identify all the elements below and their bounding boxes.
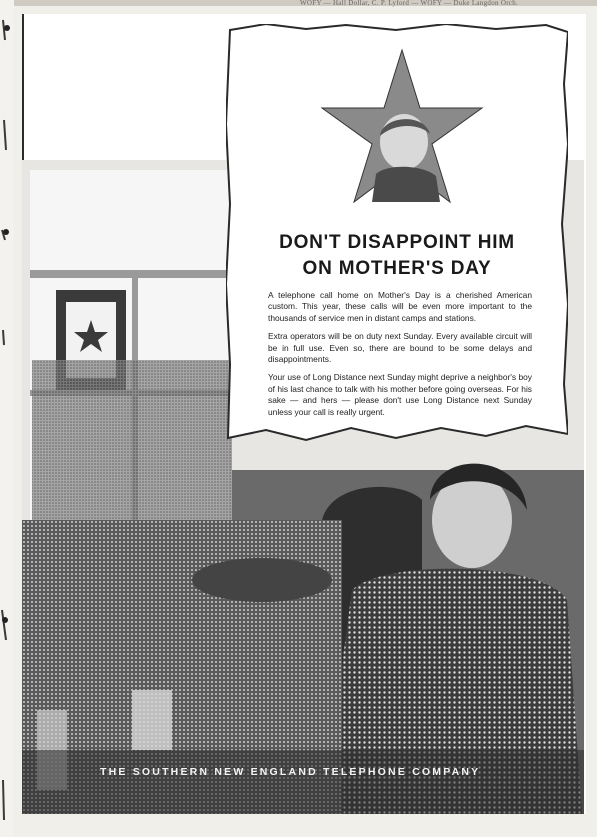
body-copy	[268, 290, 532, 425]
page-edge-marks	[0, 0, 14, 837]
headline	[226, 230, 568, 282]
company-name: THE SOUTHERN NEW ENGLAND TELEPHONE COMPANY	[100, 766, 481, 778]
paragraph-1: A telephone call home on Mother's Day is a cherished American custom. This year, these calls will be even more important to the thousands of service men in distant camps and stations.	[268, 290, 532, 323]
paragraph-3: Your use of Long Distance next Sunday might deprive a neighbor's boy of his last chance to talk with his mother before going overseas. For his sake — and hers — please don't use Long Distance next Sunday unless your call is really urgent.	[268, 372, 532, 417]
paragraph-2: Extra operators will be on duty next Sunday. Every available circuit will be in full use. Even so, there are bound to be some delays and disappointments.	[268, 331, 532, 365]
headline-line-1: DON'T DISAPPOINT HIM	[279, 232, 515, 253]
headline-line-2: ON MOTHER'S DAY	[302, 258, 492, 279]
masthead-text: WOFY — Hall Dollar, C. P. Lyford — WOFY — Duke Langdon Orch.	[300, 0, 519, 7]
